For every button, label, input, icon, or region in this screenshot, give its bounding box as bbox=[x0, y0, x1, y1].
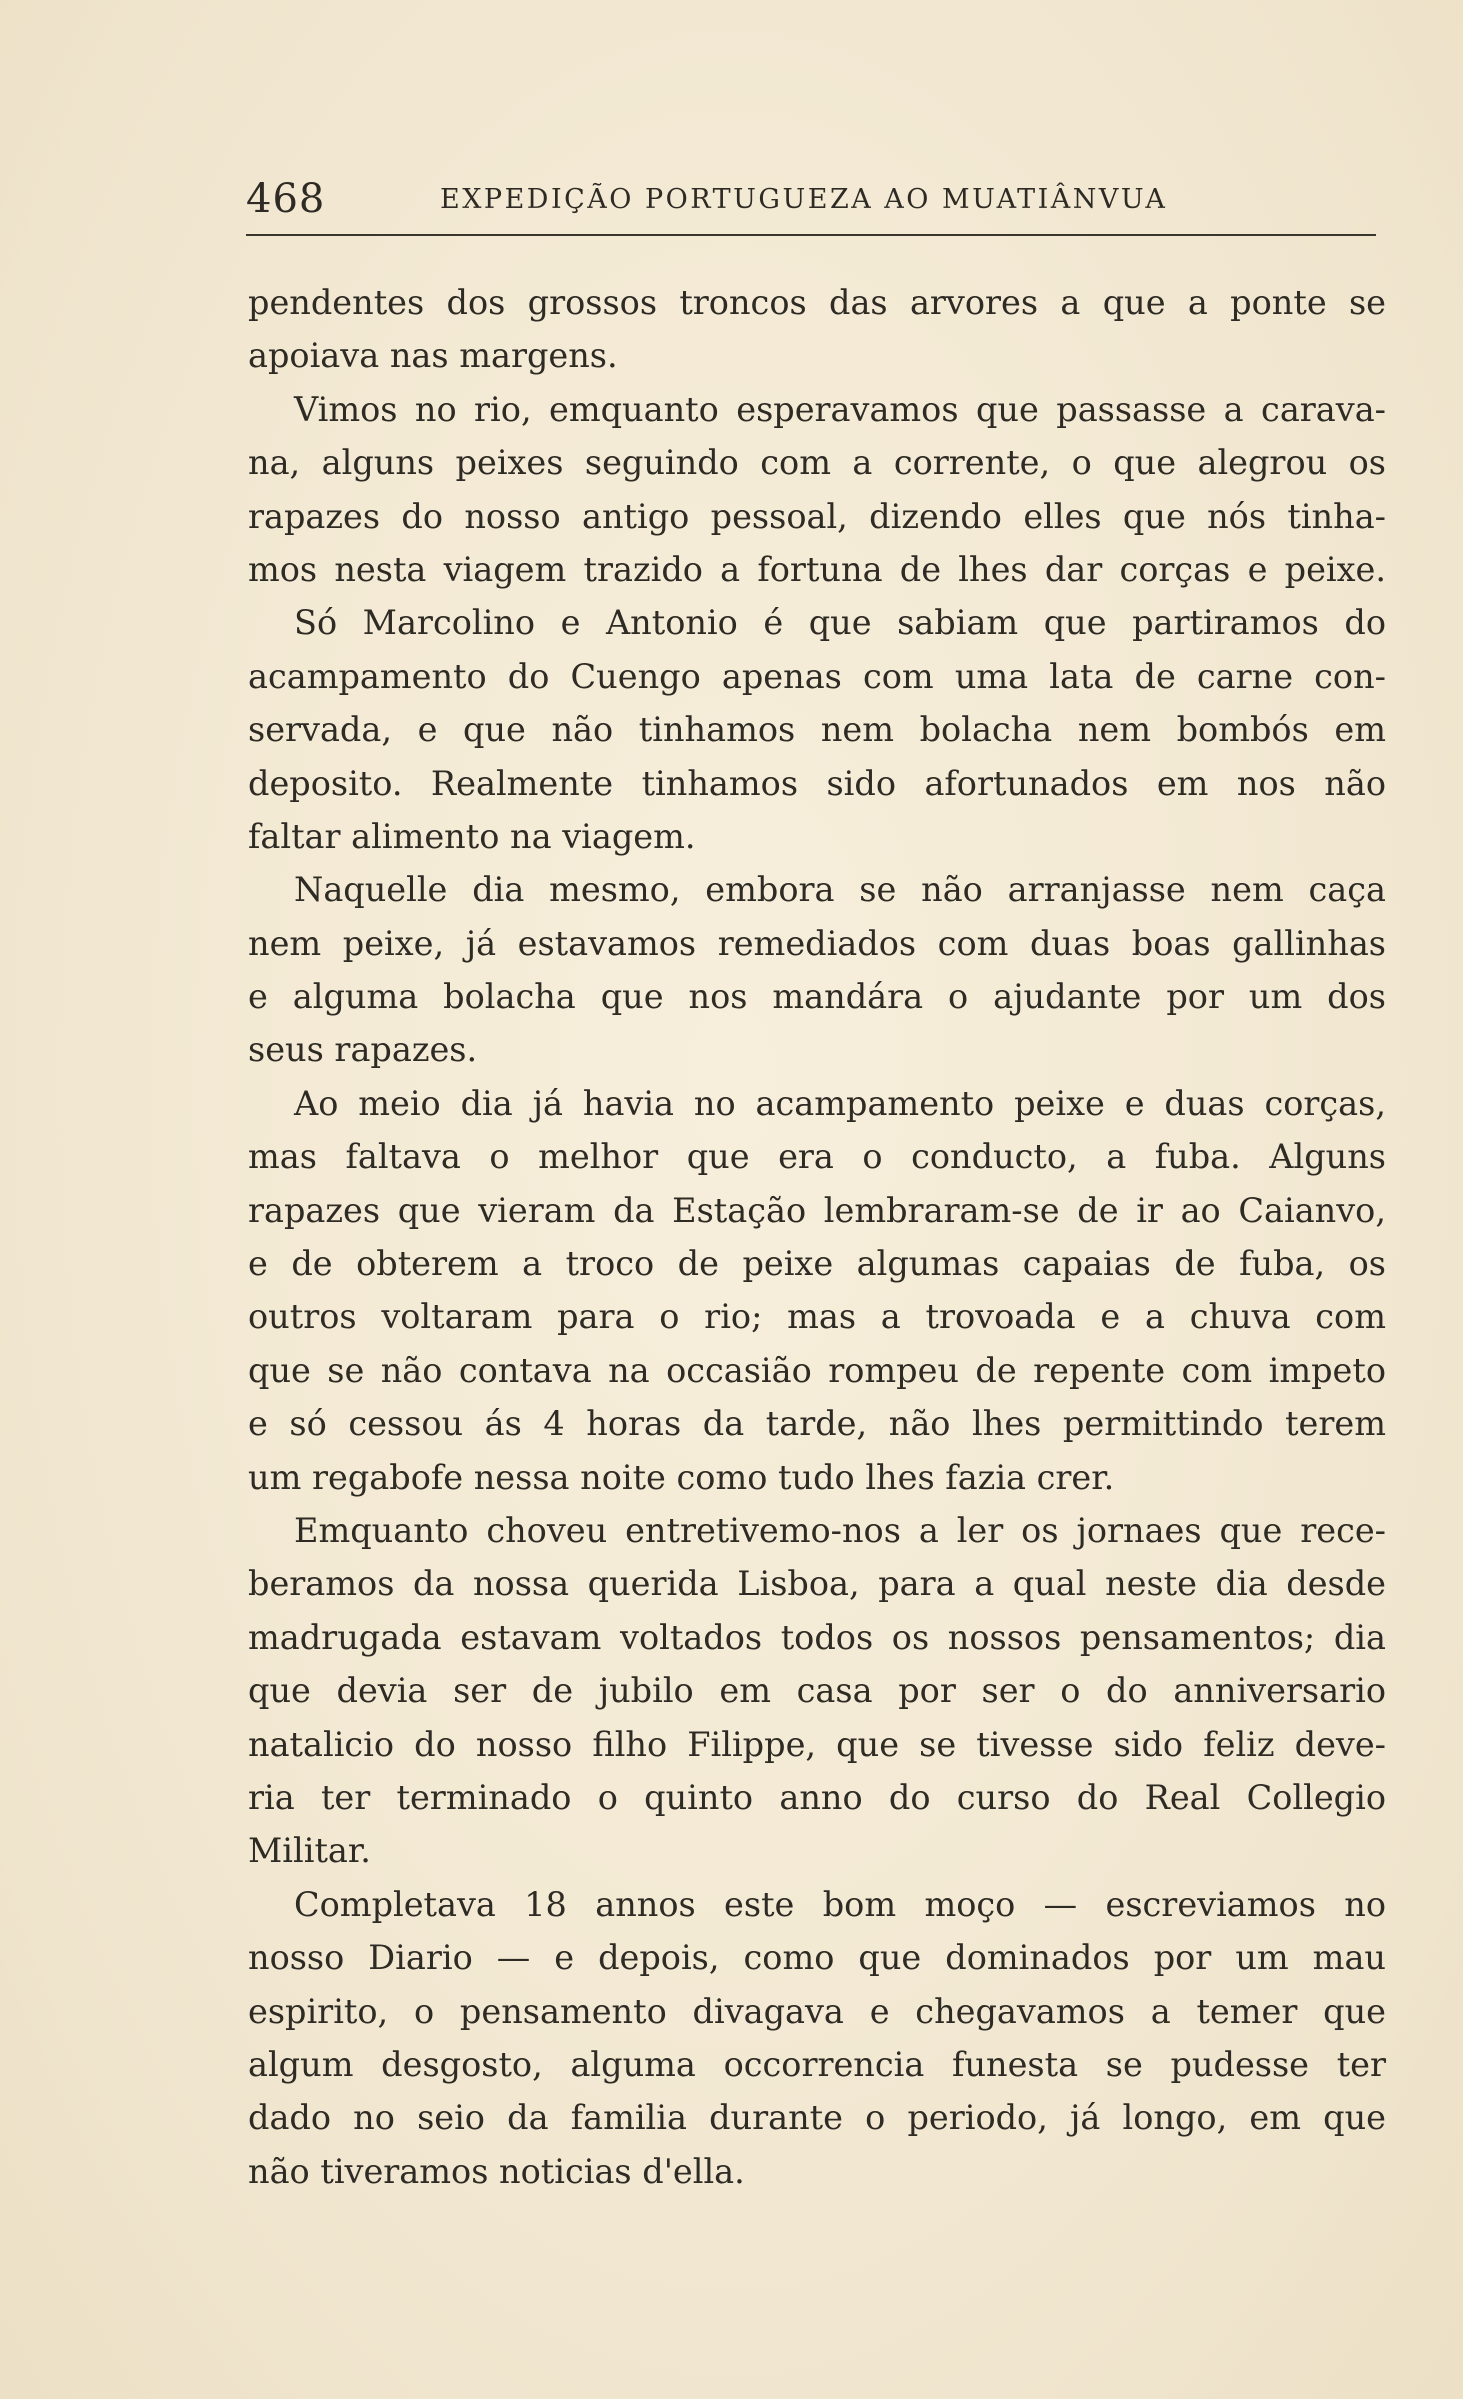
text-line: pendentes dos grossos troncos das arvores a que a ponte se bbox=[248, 283, 1386, 322]
text-line: seus rapazes. bbox=[248, 1030, 478, 1070]
text-line: apoiava nas margens. bbox=[248, 336, 618, 376]
text-line: Emquanto choveu entretivemo-nos a ler os jornaes que rece- bbox=[294, 1510, 1386, 1550]
text-line: rapazes que vieram da Estação lembraram-se de ir ao Caianvo, bbox=[248, 1190, 1386, 1230]
page-number: 468 bbox=[246, 176, 326, 222]
text-line: ria ter terminado o quinto anno do curso do Real Collegio bbox=[248, 1777, 1386, 1817]
text-line: acampamento do Cuengo apenas com uma lata de carne con- bbox=[248, 656, 1386, 696]
text-line: nosso Diario — e depois, como que dominados por um mau bbox=[248, 1938, 1386, 1978]
text-line: servada, e que não tinhamos nem bolacha nem bombós em bbox=[248, 710, 1386, 750]
text-line: Completava 18 annos este bom moço — escreviamos no bbox=[294, 1884, 1386, 1924]
text-line: outros voltaram para o rio; mas a trovoada e a chuva com bbox=[248, 1297, 1386, 1337]
page-header bbox=[246, 168, 1368, 228]
text-line: e alguma bolacha que nos mandára o ajudante por um dos bbox=[248, 977, 1386, 1017]
text-line: que se não contava na occasião rompeu de repente com impeto bbox=[248, 1350, 1386, 1390]
text-line: espirito, o pensamento divagava e chegavamos a temer que bbox=[248, 1991, 1386, 2031]
text-line: natalicio do nosso filho Filippe, que se tivesse sido feliz deve- bbox=[248, 1724, 1386, 1764]
text-line: Militar. bbox=[248, 1831, 371, 1871]
text-line: Vimos no rio, emquanto esperavamos que passasse a carava- bbox=[294, 389, 1386, 429]
text-line: deposito. Realmente tinhamos sido afortunados em nos não bbox=[248, 763, 1386, 803]
text-line: que devia ser de jubilo em casa por ser o do anniversario bbox=[248, 1671, 1386, 1711]
text-line: algum desgosto, alguma occorrencia funesta se pudesse ter bbox=[248, 2044, 1386, 2084]
text-line: Ao meio dia já havia no acampamento peixe e duas corças, bbox=[294, 1083, 1386, 1123]
text-line: mos nesta viagem trazido a fortuna de lhes dar corças e peixe. bbox=[248, 549, 1386, 589]
text-line: e de obterem a troco de peixe algumas capaias de fuba, os bbox=[248, 1244, 1386, 1284]
text-line: beramos da nossa querida Lisboa, para a qual neste dia desde bbox=[248, 1564, 1386, 1604]
text-line: Só Marcolino e Antonio é que sabiam que partiramos do bbox=[294, 603, 1386, 643]
header-rule bbox=[246, 234, 1376, 236]
text-line: madrugada estavam voltados todos os nossos pensamentos; dia bbox=[248, 1617, 1386, 1657]
text-line: na, alguns peixes seguindo com a corrente, o que alegrou os bbox=[248, 443, 1386, 483]
body-text bbox=[248, 276, 1386, 2198]
running-title: EXPEDIÇÃO PORTUGUEZA AO MUATIÂNVUA bbox=[440, 184, 1168, 215]
text-line: nem peixe, já estavamos remediados com duas boas gallinhas bbox=[248, 923, 1386, 963]
text-line: dado no seio da familia durante o periodo, já longo, em que bbox=[248, 2098, 1386, 2138]
text-line: faltar alimento na viagem. bbox=[248, 816, 696, 856]
text-line: um regabofe nessa noite como tudo lhes fazia crer. bbox=[248, 1457, 1115, 1497]
text-line: não tiveramos noticias d'ella. bbox=[248, 2151, 745, 2191]
text-line: e só cessou ás 4 horas da tarde, não lhes permittindo terem bbox=[248, 1404, 1386, 1444]
text-line: rapazes do nosso antigo pessoal, dizendo elles que nós tinha- bbox=[248, 496, 1386, 536]
text-line: mas faltava o melhor que era o conducto, a fuba. Alguns bbox=[248, 1137, 1386, 1177]
text-line: Naquelle dia mesmo, embora se não arranjasse nem caça bbox=[294, 870, 1386, 910]
